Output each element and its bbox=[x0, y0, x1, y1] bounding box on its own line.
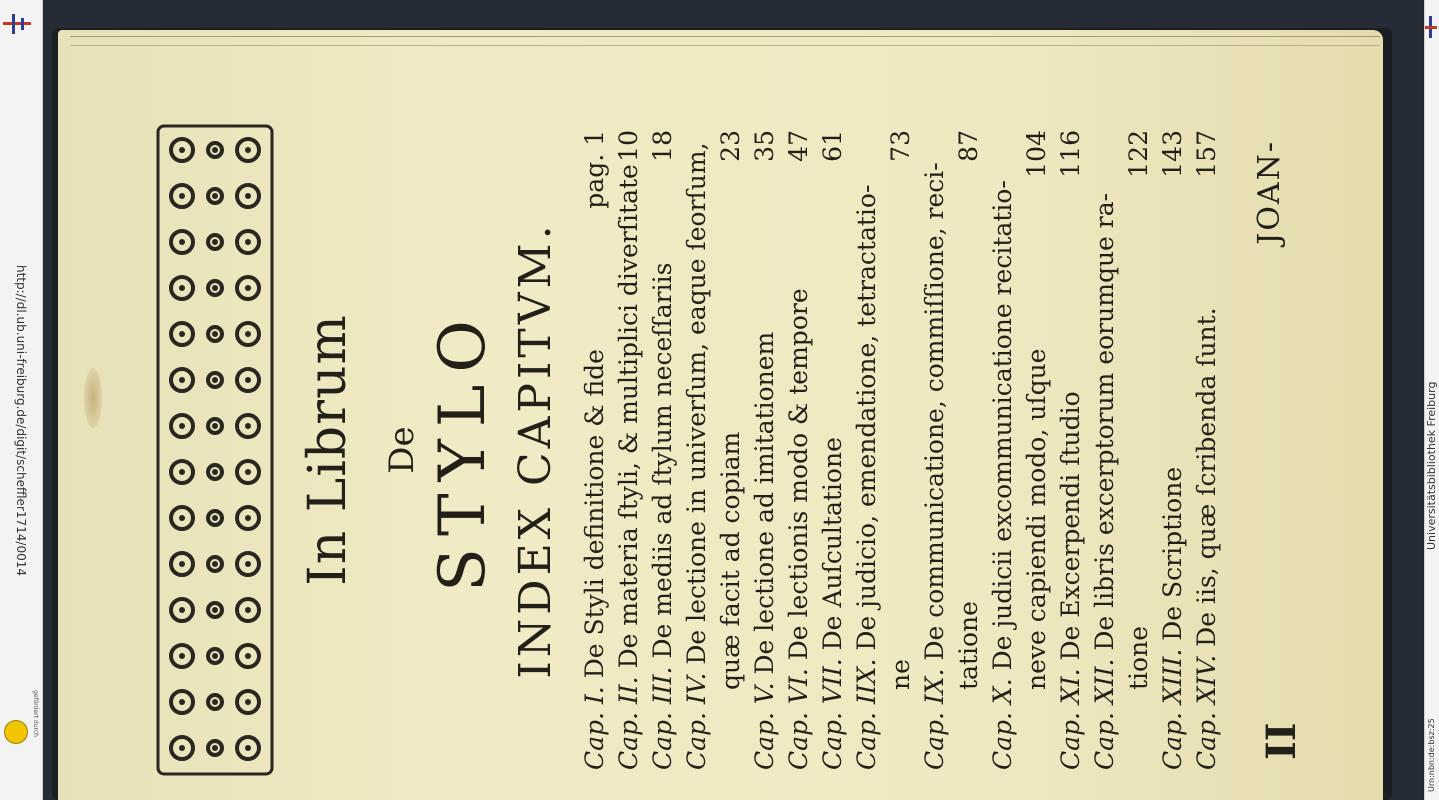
ornament-dot bbox=[179, 699, 185, 705]
ornament-dot bbox=[179, 239, 185, 245]
toc-page-number: 10 bbox=[614, 130, 643, 162]
toc-chapter-number: Cap. XIII. bbox=[1158, 648, 1187, 770]
ornament-dot bbox=[245, 515, 251, 521]
toc-chapter-title: De libris excerptorum eorumque ra- bbox=[1090, 192, 1119, 659]
ornament-dot bbox=[212, 607, 218, 613]
toc-chapter-number: Cap. III. bbox=[648, 666, 677, 770]
toc-entry bbox=[850, 130, 884, 770]
ornament-dot bbox=[179, 285, 185, 291]
toc-page-number: 73 bbox=[886, 130, 915, 162]
toc-continuation-text: tatione bbox=[954, 601, 983, 690]
ornament-dot bbox=[212, 147, 218, 153]
toc-chapter-title: De lectionis modo & tempore bbox=[784, 288, 813, 669]
ornament-dot bbox=[212, 699, 218, 705]
toc-chapter-number: Cap. XIV. bbox=[1192, 654, 1221, 770]
toc-entry bbox=[1156, 130, 1190, 770]
catchword: JOAN- bbox=[1252, 140, 1287, 245]
ornament-dot bbox=[245, 285, 251, 291]
toc-chapter-title: De mediis ad ſtylum neceſſariis bbox=[648, 262, 677, 667]
ornament-dot bbox=[212, 331, 218, 337]
toc-chapter-title: De Auſcultatione bbox=[818, 437, 847, 659]
toc-page-number: 23 bbox=[716, 130, 745, 162]
toc-continuation bbox=[952, 130, 986, 770]
title-in-librum: In Librum bbox=[298, 314, 358, 586]
toc-chapter-number: Cap. XII. bbox=[1090, 658, 1119, 770]
toc-chapter-number: Cap. IV. bbox=[682, 672, 711, 770]
toc-chapter-number: Cap. XI. bbox=[1056, 668, 1085, 770]
toc-page-number: 116 bbox=[1056, 130, 1085, 178]
ornament-dot bbox=[245, 239, 251, 245]
toc-chapter-number: Cap. II. bbox=[614, 676, 643, 770]
toc-entry bbox=[782, 130, 816, 770]
toc-entry bbox=[1054, 130, 1088, 770]
ornament-dot bbox=[212, 515, 218, 521]
ornament-dot bbox=[212, 653, 218, 659]
ornament-dot bbox=[245, 469, 251, 475]
ornament-dot bbox=[212, 469, 218, 475]
signature-mark: II bbox=[1258, 722, 1305, 760]
toc-chapter-title: De judicio, emendatione, tetractatio- bbox=[852, 184, 881, 659]
toc-page-number: 122 bbox=[1124, 130, 1153, 178]
ornament-dot bbox=[212, 285, 218, 291]
toc-chapter-title: De lectione ad imitationem bbox=[750, 331, 779, 683]
toc-chapter-number: Cap. IX. bbox=[920, 668, 949, 770]
ornament-dot bbox=[212, 193, 218, 199]
toc-entry bbox=[816, 130, 850, 770]
paper-stain bbox=[84, 368, 102, 428]
toc-chapter-title: De Excerpendi ſtudio bbox=[1056, 391, 1085, 669]
toc-chapter-number: Cap. I. bbox=[580, 686, 609, 770]
toc-continuation-text: neve capiendi modo, uſque bbox=[1022, 348, 1051, 690]
ornament-dot bbox=[245, 423, 251, 429]
toc-chapter-title: De Scriptione bbox=[1158, 466, 1187, 649]
toc-chapter-title: De materia ſtyli, & multiplici diverſitate bbox=[614, 164, 643, 677]
ornament-dot bbox=[179, 607, 185, 613]
toc-continuation bbox=[714, 130, 748, 770]
ornament-dot bbox=[179, 653, 185, 659]
toc-chapter-title: De iis, quæ ſcribenda ſunt. bbox=[1192, 307, 1221, 655]
toc-chapter-title: De lectione in univerſum, eaque ſeorſum, bbox=[682, 142, 711, 673]
ub-logo-icon bbox=[3, 14, 31, 34]
ornament-dot bbox=[179, 331, 185, 337]
ornament-dot bbox=[212, 239, 218, 245]
ornament-dot bbox=[245, 699, 251, 705]
toc-continuation bbox=[1020, 130, 1054, 770]
ornament-dot bbox=[245, 607, 251, 613]
toc-continuation-text: tione bbox=[1124, 626, 1153, 690]
ornament-dot bbox=[245, 561, 251, 567]
page-edge bbox=[70, 36, 1380, 46]
toc-page-number: 47 bbox=[784, 130, 813, 162]
toc-entry bbox=[748, 130, 782, 770]
ornament-dot bbox=[179, 561, 185, 567]
toc-entry bbox=[1190, 130, 1224, 770]
toc-chapter-number: Cap. VII. bbox=[818, 658, 847, 770]
library-name: Universitätsbibliothek Freiburg bbox=[1425, 381, 1438, 550]
funding-label: gefördert durch bbox=[32, 690, 39, 737]
ornament-dot bbox=[245, 331, 251, 337]
viewer-left-strip bbox=[0, 0, 43, 800]
funding-logo-icon bbox=[4, 720, 28, 744]
toc-chapter-title: De judicii excommunicatione recitatio- bbox=[988, 180, 1017, 679]
ornament-dot bbox=[245, 653, 251, 659]
ornament-dot bbox=[245, 193, 251, 199]
ornament-dot bbox=[245, 377, 251, 383]
toc-chapter-number: Cap. V. bbox=[750, 682, 779, 770]
urn-label: Urn:nbn:de:bsz:25 bbox=[1427, 718, 1436, 792]
ornamental-border-icon bbox=[150, 120, 280, 780]
toc-continuation-text: ne bbox=[886, 659, 915, 690]
ornament-dot bbox=[179, 515, 185, 521]
toc-entry bbox=[918, 130, 952, 770]
ornament-dot bbox=[179, 745, 185, 751]
toc-chapter-number: Cap. VI. bbox=[784, 668, 813, 770]
title-index-capitum: INDEX CAPITVM. bbox=[510, 221, 561, 679]
toc-entry bbox=[986, 130, 1020, 770]
ornament-dot bbox=[245, 745, 251, 751]
toc-page-number: pag. 1 bbox=[580, 130, 609, 209]
ornament-dot bbox=[179, 147, 185, 153]
table-of-contents bbox=[578, 130, 1224, 770]
printed-page bbox=[150, 120, 1310, 780]
toc-continuation bbox=[884, 130, 918, 770]
toc-entry bbox=[1088, 130, 1122, 770]
toc-continuation-text: quæ facit ad copiam bbox=[716, 431, 745, 690]
ornament-dot bbox=[245, 147, 251, 153]
ornament-dot bbox=[179, 193, 185, 199]
permalink-url[interactable]: http://dl.ub.uni-freiburg.de/digit/scheffler1714/0014 bbox=[14, 264, 28, 576]
toc-entry bbox=[646, 130, 680, 770]
toc-page-number: 87 bbox=[954, 130, 983, 162]
toc-page-number: 104 bbox=[1022, 130, 1051, 178]
ornament-dot bbox=[212, 745, 218, 751]
toc-page-number: 61 bbox=[818, 130, 847, 162]
toc-page-number: 157 bbox=[1192, 130, 1221, 178]
ornament-dot bbox=[212, 377, 218, 383]
toc-continuation bbox=[1122, 130, 1156, 770]
ornament-dot bbox=[212, 561, 218, 567]
toc-page-number: 18 bbox=[648, 130, 677, 162]
toc-page-number: 35 bbox=[750, 130, 779, 162]
toc-chapter-number: Cap. IIX. bbox=[852, 658, 881, 770]
toc-chapter-title: De Styli definitione & fide bbox=[580, 349, 609, 687]
toc-entry bbox=[680, 130, 714, 770]
toc-page-number: 143 bbox=[1158, 130, 1187, 178]
ornament-dot bbox=[212, 423, 218, 429]
title-stylo: STYLO bbox=[426, 308, 500, 592]
toc-entry bbox=[612, 130, 646, 770]
toc-entry bbox=[578, 130, 612, 770]
ornament-dot bbox=[179, 423, 185, 429]
ornament-dot bbox=[179, 377, 185, 383]
toc-chapter-number: Cap. X. bbox=[988, 678, 1017, 770]
ub-logo-small-icon bbox=[1425, 16, 1437, 38]
ornament-dot bbox=[179, 469, 185, 475]
toc-chapter-title: De communicatione, commiſſione, reci- bbox=[920, 162, 949, 669]
title-de: De bbox=[382, 426, 422, 474]
